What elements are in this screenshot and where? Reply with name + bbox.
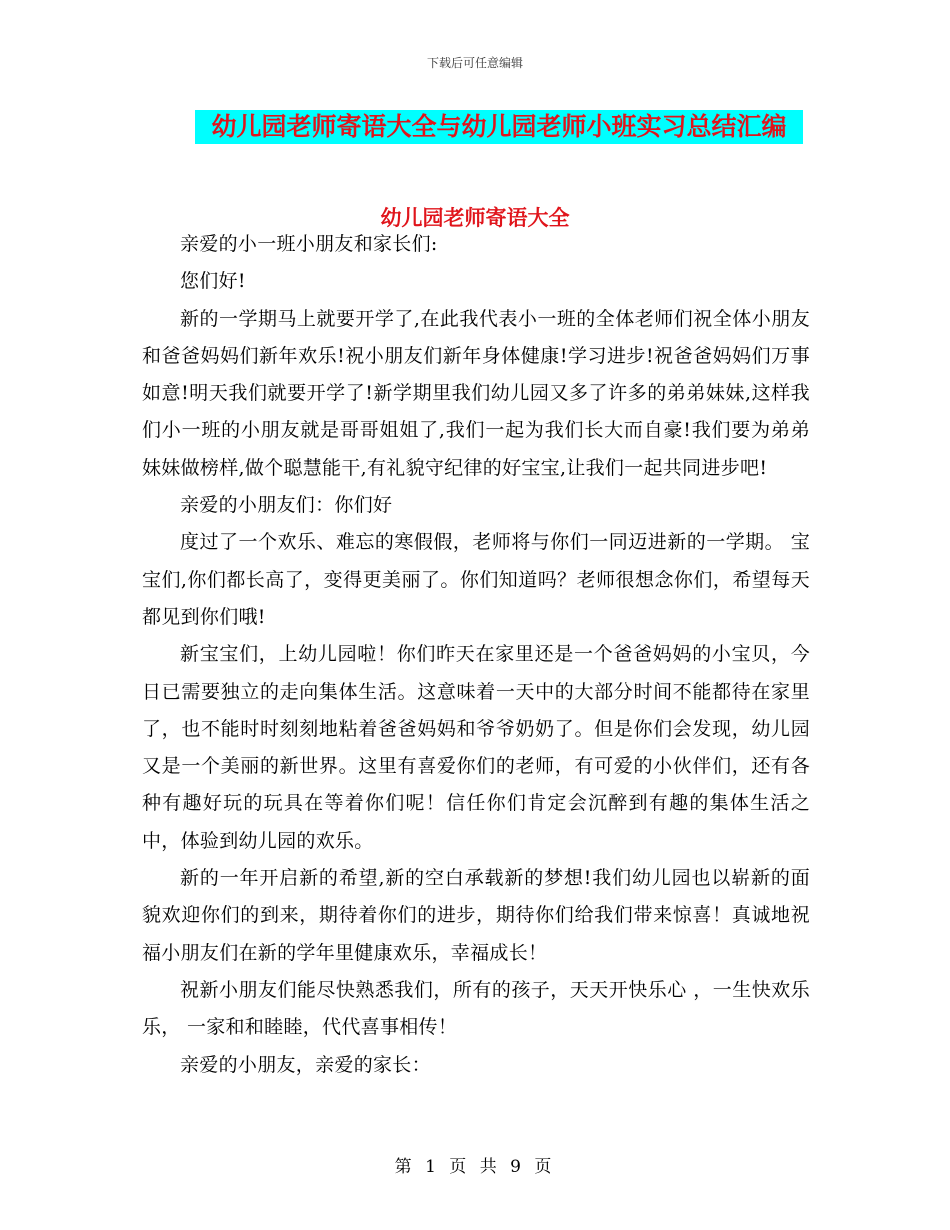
paragraph: 新的一学期马上就要开学了,在此我代表小一班的全体老师们祝全体小朋友和爸爸妈妈们新年欢乐!祝小朋友们新年身体健康!学习进步!祝爸爸妈妈们万事如意!明天我们就要开学了!新学期里我们幼儿园又多了许多的弟弟妹妹,这样我们小一班的小朋友就是哥哥姐姐了,我们一起为我们长大而自豪!我们要为弟弟妹妹做榜样,做个聪慧能干,有礼貌守纪律的好宝宝,让我们一起共同进步吧!: [142, 307, 810, 479]
page-number: 第 1 页 共 9 页: [394, 1157, 556, 1177]
document-main-title: 幼儿园老师寄语大全与幼儿园老师小班实习总结汇编: [195, 110, 803, 144]
paragraph: 祝新小朋友们能尽快熟悉我们，所有的孩子，天天开快乐心 ，一生快欢乐乐， 一家和和睦睦，代代喜事相传！: [142, 978, 810, 1039]
document-body: [142, 226, 810, 1084]
paragraph: 亲爱的小朋友们：你们好: [180, 494, 393, 517]
header-note: 下载后可任意编辑: [426, 56, 523, 70]
paragraph: 度过了一个欢乐、难忘的寒假假，老师将与你们一同迈进新的一学期。 宝宝们,你们都长高了，变得更美丽了。你们知道吗？老师很想念你们，希望每天都见到你们哦!: [142, 531, 810, 628]
section-title: 幼儿园老师寄语大全: [380, 206, 570, 230]
paragraph: 新的一年开启新的希望,新的空白承载新的梦想!我们幼儿园也以崭新的面貌欢迎你们的到来，期待着你们的进步，期待你们给我们带来惊喜！真诚地祝福小朋友们在新的学年里健康欢乐，幸福成长！: [142, 867, 810, 964]
paragraph: 亲爱的小朋友，亲爱的家长：: [180, 1053, 431, 1076]
paragraph: 您们好!: [180, 270, 246, 293]
paragraph: 新宝宝们，上幼儿园啦！你们昨天在家里还是一个爸爸妈妈的小宝贝，今日已需要独立的走向集体生活。这意味着一天中的大部分时间不能都待在家里了，也不能时时刻刻地粘着爸爸妈妈和爷爷奶奶了。但是你们会发现，幼儿园又是一个美丽的新世界。这里有喜爱你们的老师，有可爱的小伙伴们，还有各种有趣好玩的玩具在等着你们呢！信任你们肯定会沉醉到有趣的集体生活之中，体验到幼儿园的欢乐。: [142, 643, 810, 852]
paragraph: 亲爱的小一班小朋友和家长们:: [180, 233, 438, 255]
